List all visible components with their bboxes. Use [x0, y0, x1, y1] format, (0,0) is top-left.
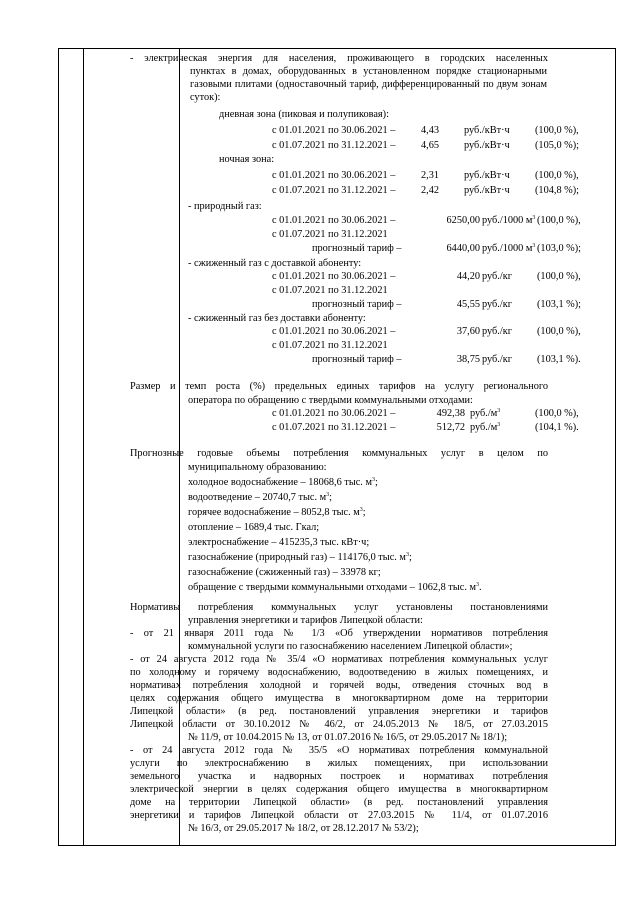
tariff-value: 512,72: [436, 422, 465, 433]
tariff-value: 37,60: [456, 326, 480, 337]
lpg-nodelivery-title: - сжиженный газ без доставки абоненту:: [188, 313, 366, 324]
tariff-unit: руб./кВт·ч: [464, 185, 510, 196]
electricity-intro-line: суток):: [190, 92, 221, 103]
lpg-delivery-title: - сжиженный газ с доставкой абоненту:: [188, 258, 362, 269]
tariff-unit: руб./1000 $м^3$: [482, 215, 536, 226]
tariff-unit: руб./кВт·ч: [464, 140, 510, 151]
tariff-percent: (100,0 %),: [535, 170, 579, 181]
tariff-percent: (100,0 %),: [537, 326, 581, 337]
volume-item: водоотведение – 20740,7 тыс. $м^3$;: [188, 492, 333, 503]
norms-line: земельного участка и надворных построек и нормативах потребления: [130, 771, 548, 782]
volume-item: газоснабжение (сжиженный газ) – 33978 кг;: [188, 567, 381, 578]
volume-item: газоснабжение (природный газ) – 114176,0 тыс. $м^3$;: [188, 552, 412, 563]
tariff-unit: $руб./м^3$: [470, 408, 501, 419]
forecast-label: прогнозный тариф –: [312, 299, 402, 310]
norms-line: коммунальной услуги по газоснабжению населением Липецкой области»;: [188, 641, 513, 652]
tariff-unit: $руб./м^3$: [470, 422, 501, 433]
tariff-period: с 01.01.2021 по 30.06.2021 –: [272, 170, 396, 181]
tariff-percent: (103,1 %).: [537, 354, 581, 365]
tariff-unit: руб./кг: [482, 354, 512, 365]
volumes-intro-line: Прогнозные годовые объемы потребления коммунальных услуг в целом по: [130, 448, 548, 459]
tariff-unit: руб./кВт·ч: [464, 125, 510, 136]
tariff-value: 6250,00: [446, 215, 480, 226]
tariff-period: с 01.07.2021 по 31.12.2021: [272, 340, 388, 351]
forecast-label: прогнозный тариф –: [312, 354, 402, 365]
tariff-unit: руб./кг: [482, 326, 512, 337]
tariff-period: с 01.01.2021 по 30.06.2021 –: [272, 215, 396, 226]
electricity-intro-line: газовыми плитами (одноставочный тариф, дифференцированный по двум зонам: [190, 79, 547, 90]
volume-item: холодное водоснабжение – 18068,6 тыс. $м^3$;: [188, 477, 378, 488]
norms-line: - от 21 января 2011 года № 1/3 «Об утверждении нормативов потребления: [130, 628, 548, 639]
tariff-unit: руб./кг: [482, 299, 512, 310]
tariff-period: с 01.07.2021 по 31.12.2021 –: [272, 185, 396, 196]
tariff-value: 45,55: [456, 299, 480, 310]
norms-line: энергетики и тарифов Липецкой области от 27.03.2015 № 11/4, от 01.07.2016: [130, 810, 548, 821]
tariff-period: с 01.01.2021 по 30.06.2021 –: [272, 125, 396, 136]
night-zone-label: ночная зона:: [219, 154, 275, 165]
tariff-percent: (103,0 %);: [537, 243, 582, 254]
norms-line: управления энергетики и тарифов Липецкой области:: [188, 615, 423, 626]
tariff-percent: (104,1 %).: [535, 422, 579, 433]
norms-line: Липецкой области от 30.10.2012 № 46/2, от 24.05.2013 № 18/5, от 27.03.2015: [130, 719, 548, 730]
day-zone-label: дневная зона (пиковая и полупиковая):: [219, 109, 389, 120]
tariff-percent: (100,0 %),: [535, 408, 579, 419]
norms-line: Нормативы потребления коммунальных услуг установлены постановлениями: [130, 602, 548, 613]
column-divider-1: [83, 49, 84, 845]
volume-item: электроснабжение – 415235,3 тыс. кВт·ч;: [188, 537, 370, 548]
tariff-value: 2,42: [420, 185, 439, 196]
norms-line: электрической энергии в целях содержания общего имущества в многоквартирном: [130, 784, 548, 795]
volumes-intro-line: муниципальному образованию:: [188, 462, 327, 473]
tariff-value: 38,75: [456, 354, 480, 365]
tariff-percent: (105,0 %);: [535, 140, 580, 151]
waste-intro-line: Размер и темп роста (%) предельных единых тарифов на услугу регионального: [130, 381, 548, 392]
tariff-period: с 01.07.2021 по 31.12.2021: [272, 285, 388, 296]
tariff-unit: руб./кВт·ч: [464, 170, 510, 181]
norms-line: № 16/3, от 29.05.2017 № 18/2, от 28.12.2017 № 53/2);: [188, 823, 419, 834]
tariff-period: с 01.07.2021 по 31.12.2021: [272, 229, 388, 240]
norms-line: Липецкой области» (в ред. постановлений управления энергетики и тарифов: [130, 706, 548, 717]
tariff-period: с 01.07.2021 по 31.12.2021 –: [272, 140, 396, 151]
electricity-intro-line: - электрическая энергия для населения, проживающего в городских населенных: [130, 53, 548, 64]
tariff-unit: руб./кг: [482, 271, 512, 282]
tariff-percent: (100,0 %),: [537, 271, 581, 282]
tariff-percent: (103,1 %);: [537, 299, 582, 310]
volume-item: обращение с твердыми коммунальными отходами – 1062,8 тыс. $м^3$.: [188, 582, 482, 593]
norms-line: - от 24 августа 2012 года № 35/4 «О нормативах потребления коммунальных услуг: [130, 654, 548, 665]
tariff-period: с 01.01.2021 по 30.06.2021 –: [272, 408, 396, 419]
forecast-label: прогнозный тариф –: [312, 243, 402, 254]
tariff-value: 44,20: [456, 271, 480, 282]
norms-line: услуги по электроснабжению в жилых помещениях, при использовании: [130, 758, 548, 769]
electricity-intro-line: пунктах в домах, оборудованных в установленном порядке стационарными: [190, 66, 547, 77]
tariff-value: 4,43: [420, 125, 439, 136]
norms-line: по холодному и горячему водоснабжению, водоотведению в жилых помещениях, и: [130, 667, 548, 678]
tariff-period: с 01.01.2021 по 30.06.2021 –: [272, 271, 396, 282]
tariff-percent: (100,0 %),: [535, 125, 579, 136]
tariff-value: 4,65: [420, 140, 439, 151]
tariff-value: 492,38: [436, 408, 465, 419]
natural-gas-title: - природный газ:: [188, 201, 262, 212]
volume-item: отопление – 1689,4 тыс. Гкал;: [188, 522, 320, 533]
volume-item: горячее водоснабжение – 8052,8 тыс. $м^3$;: [188, 507, 366, 518]
tariff-period: с 01.01.2021 по 30.06.2021 –: [272, 326, 396, 337]
tariff-percent: (104,8 %);: [535, 185, 580, 196]
norms-line: № 11/9, от 10.04.2015 № 13, от 01.07.2016 № 16/5, от 29.05.2017 № 18/1);: [188, 732, 508, 743]
norms-line: - от 24 августа 2012 года № 35/5 «О нормативах потребления коммунальной: [130, 745, 548, 756]
waste-intro-line: оператора по обращению с твердыми коммунальными отходами:: [188, 395, 473, 406]
tariff-unit: руб./1000 $м^3$: [482, 243, 536, 254]
tariff-period: с 01.07.2021 по 31.12.2021 –: [272, 422, 396, 433]
norms-line: целях содержания общего имущества в многоквартирном доме на территории: [130, 693, 548, 704]
tariff-value: 2,31: [420, 170, 439, 181]
norms-line: нормативах потребления холодной и горячей воды, отведения сточных вод в: [130, 680, 548, 691]
norms-line: доме на территории Липецкой области» (в ред. постановлений управления: [130, 797, 548, 808]
tariff-value: 6440,00: [446, 243, 480, 254]
tariff-percent: (100,0 %),: [537, 215, 581, 226]
